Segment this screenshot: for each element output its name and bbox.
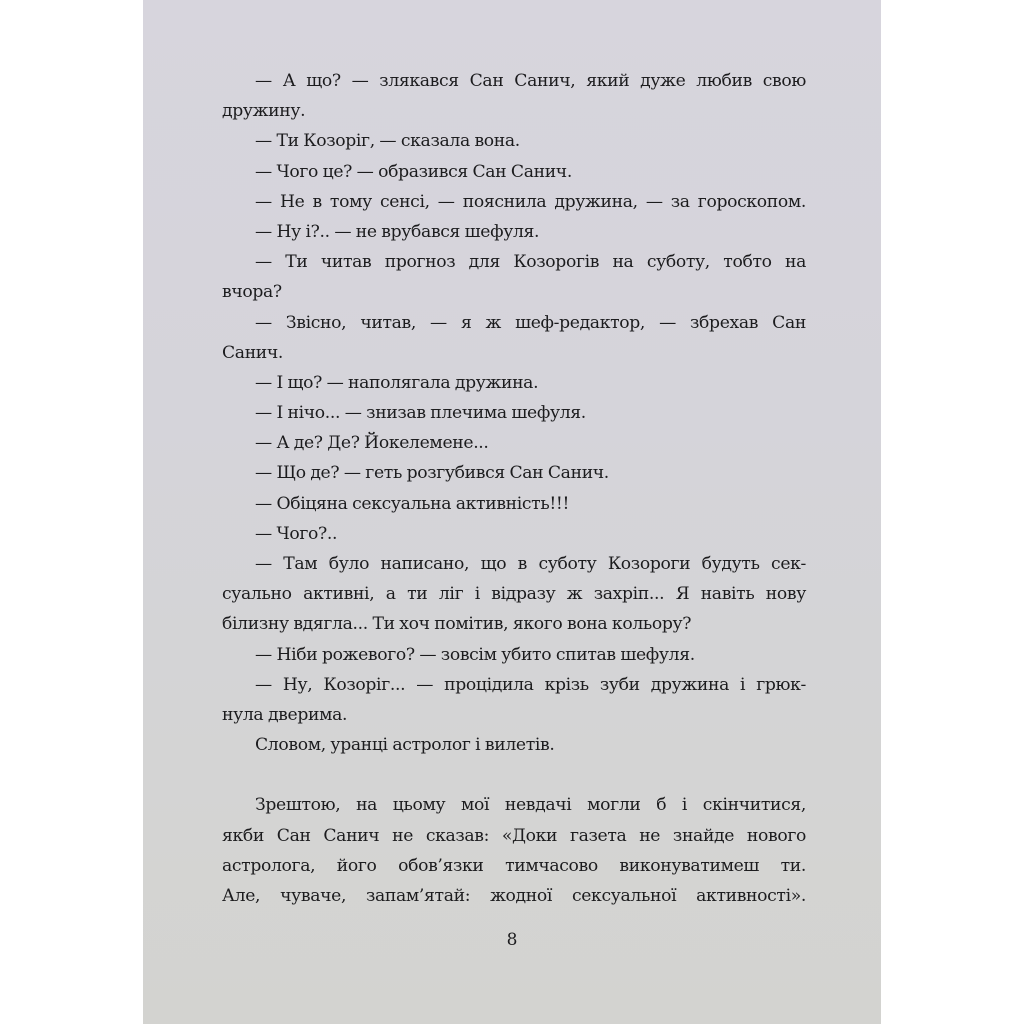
text-line: — Ти Козоріг, — сказала вона. (255, 131, 520, 152)
text-line: дружину. (222, 101, 306, 122)
paragraph-gap (222, 760, 806, 790)
text-line: Але, чуваче, запам’ятай: жодної сексуальної активності». (222, 885, 806, 906)
text-line: — Там було написано, що в суботу Козороги будуть сек- (255, 554, 806, 574)
text-line: — Звісно, читав, — я ж шеф-редактор, — збрехав Сан (255, 312, 806, 333)
text-line: — Ніби рожевого? — зовсім убито спитав шефуля. (255, 644, 695, 665)
text-line: астролога, його обов’язки тимчасово виконуватимеш ти. (222, 855, 806, 876)
text-line: — А що? — злякався Сан Санич, який дуже любив свою (255, 71, 806, 91)
text-line: — І що? — наполягала дружина. (255, 372, 539, 393)
text-line: білизну вдягла... Ти хоч помітив, якого вона кольору? (222, 614, 692, 635)
text-line: вчора? (222, 282, 282, 303)
text-line: якби Сан Санич не сказав: «Доки газета не знайде нового (222, 825, 806, 846)
text-line: — І нічо... — знизав плечима шефуля. (255, 403, 586, 424)
text-line: — Чого?.. (255, 523, 338, 544)
text-line: Словом, уранці астролог і вилетів. (255, 735, 555, 756)
text-line: — Ти читав прогноз для Козорогів на суботу, тобто на (255, 252, 806, 273)
text-line: — А де? Де? Йокелемене... (255, 433, 489, 454)
text-line: Санич. (222, 342, 284, 363)
text-line: — Ну і?.. — не врубався шефуля. (255, 221, 540, 242)
page-text (222, 66, 806, 911)
text-line: — Що де? — геть розгубився Сан Санич. (255, 463, 609, 484)
page-number: 8 (506, 930, 518, 950)
text-line: Зрештою, на цьому мої невдачі могли б і скінчитися, (255, 795, 806, 816)
text-line: — Обіцяна сексуальна активність!!! (255, 493, 570, 514)
text-line: — Не в тому сенсі, — пояснила дружина, — за гороскопом. (255, 191, 806, 212)
text-line: суально активні, а ти ліг і відразу ж захріп... Я навіть нову (222, 584, 806, 605)
text-line: нула дверима. (222, 704, 348, 725)
text-line: — Ну, Козоріг... — процідила крізь зуби дружина і грюк- (255, 674, 806, 695)
text-line: — Чого це? — образився Сан Санич. (255, 161, 572, 182)
